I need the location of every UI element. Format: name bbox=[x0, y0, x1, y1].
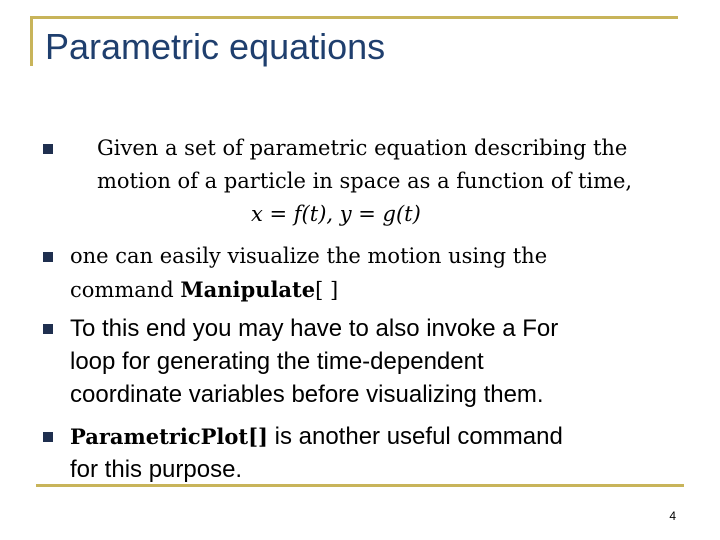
bullet-4-line-2: for this purpose. bbox=[70, 456, 243, 483]
bullet-3-line-3: coordinate variables before visualizing them. bbox=[70, 381, 544, 408]
bullet-4-text bbox=[70, 420, 680, 486]
bullet-3-text bbox=[70, 312, 680, 411]
bullet-2-text bbox=[70, 240, 680, 307]
parametricplot-command: ParametricPlot[] bbox=[70, 424, 268, 449]
bullet-marker-2 bbox=[43, 252, 53, 262]
bullet-1-line-2: motion of a particle in space as a function of time, bbox=[97, 169, 633, 193]
bullet-2-line-2 bbox=[70, 273, 680, 307]
footer-line bbox=[36, 484, 684, 487]
bullet-1-line-1: Given a set of parametric equation describing the bbox=[97, 136, 628, 160]
bullet-2-line-1: one can easily visualize the motion using the bbox=[70, 244, 548, 268]
bullet-3-line-2: loop for generating the time-dependent bbox=[70, 348, 484, 375]
bullet-3-line-1: To this end you may have to also invoke a For bbox=[70, 315, 559, 342]
bullet-2-prefix: command bbox=[70, 278, 181, 302]
command-brackets: [ ] bbox=[315, 278, 339, 302]
parametric-equation: x = f(t), y = g(t) bbox=[251, 202, 421, 226]
title-frame-top-line bbox=[30, 16, 678, 19]
manipulate-command: Manipulate bbox=[180, 277, 316, 302]
bullet-1-text bbox=[97, 132, 697, 198]
title-frame-left-line bbox=[30, 16, 33, 66]
page-number: 4 bbox=[669, 509, 676, 523]
bullet-marker-1 bbox=[43, 144, 53, 154]
bullet-4-line-1 bbox=[70, 420, 680, 453]
bullet-4-suffix: is another useful command bbox=[267, 423, 563, 450]
bullet-marker-4 bbox=[43, 432, 53, 442]
slide-title: Parametric equations bbox=[45, 26, 386, 67]
bullet-marker-3 bbox=[43, 324, 53, 334]
